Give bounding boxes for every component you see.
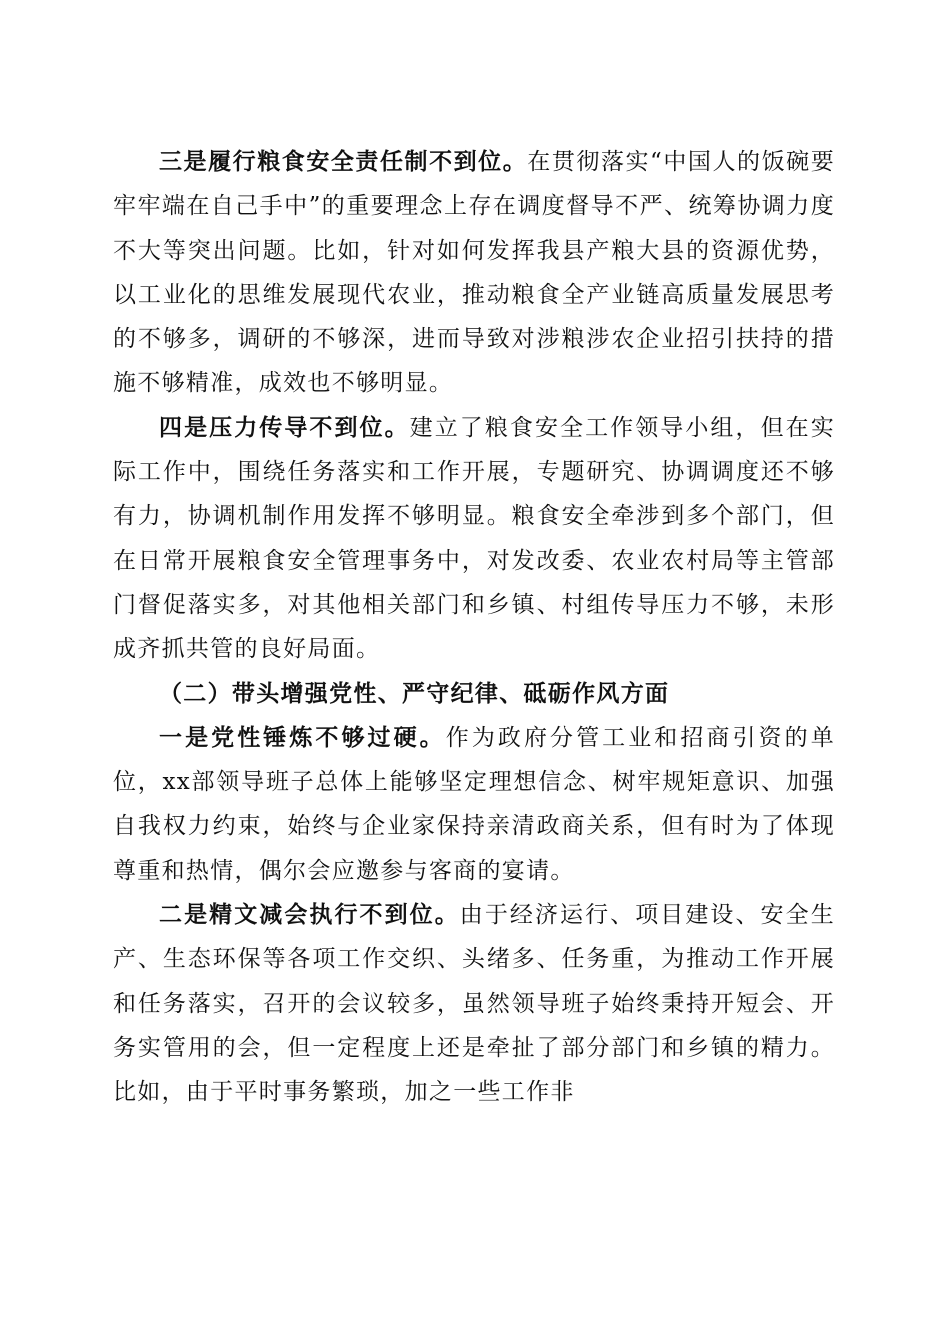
- document-body: [113, 140, 835, 1115]
- paragraph-lead: 四是压力传导不到位。: [159, 413, 410, 441]
- paragraph-text: 由于经济运行、项目建设、安全生产、生态环保等各项工作交织、头绪多、任务重，为推动工作开展和任务落实，召开的会议较多，虽然领导班子始终秉持开短会、开务实管用的会，但一定程度上还是牵扯了部分部门和乡镇的精力。比如，由于平时事务繁琐，加之一些工作非: [113, 902, 835, 1106]
- paragraph-text: 作为政府分管工业和招商引资的单位，xx部领导班子总体上能够坚定理想信念、树牢规矩意识、加强自我权力约束，始终与企业家保持亲清政商关系，但有时为了体现尊重和热情，偶尔会应邀参与客商的宴请。: [113, 724, 835, 884]
- paragraph-meeting-reduction: [113, 893, 835, 1114]
- paragraph-grain-security-responsibility: [113, 140, 835, 406]
- paragraph-lead: 二是精文减会执行不到位。: [159, 901, 460, 929]
- paragraph-lead: 三是履行粮食安全责任制不到位。: [159, 148, 528, 175]
- paragraph-pressure-transmission: [113, 406, 835, 672]
- paragraph-text: 在贯彻落实“中国人的饭碗要牢牢端在自己手中”的重要理念上存在调度督导不严、统筹协调力度不大等突出问题。比如，针对如何发挥我县产粮大县的资源优势，以工业化的思维发展现代农业，推动粮食全产业链高质量发展思考的不够多，调研的不够深，进而导致对涉粮涉农企业招引扶持的措施不够精准，成效也不够明显。: [113, 149, 835, 397]
- paragraph-text: 建立了粮食安全工作领导小组，但在实际工作中，围绕任务落实和工作开展，专题研究、协调调度还不够有力，协调机制作用发挥不够明显。粮食安全牵涉到多个部门，但在日常开展粮食安全管理事务中，对发改委、农业农村局等主管部门督促落实多，对其他相关部门和乡镇、村组传导压力不够，未形成齐抓共管的良好局面。: [113, 414, 835, 663]
- paragraph-party-discipline: [113, 716, 835, 893]
- section-heading: （二）带头增强党性、严守纪律、砥砺作风方面: [159, 679, 670, 707]
- paragraph-lead: 一是党性锤炼不够过硬。: [159, 723, 446, 751]
